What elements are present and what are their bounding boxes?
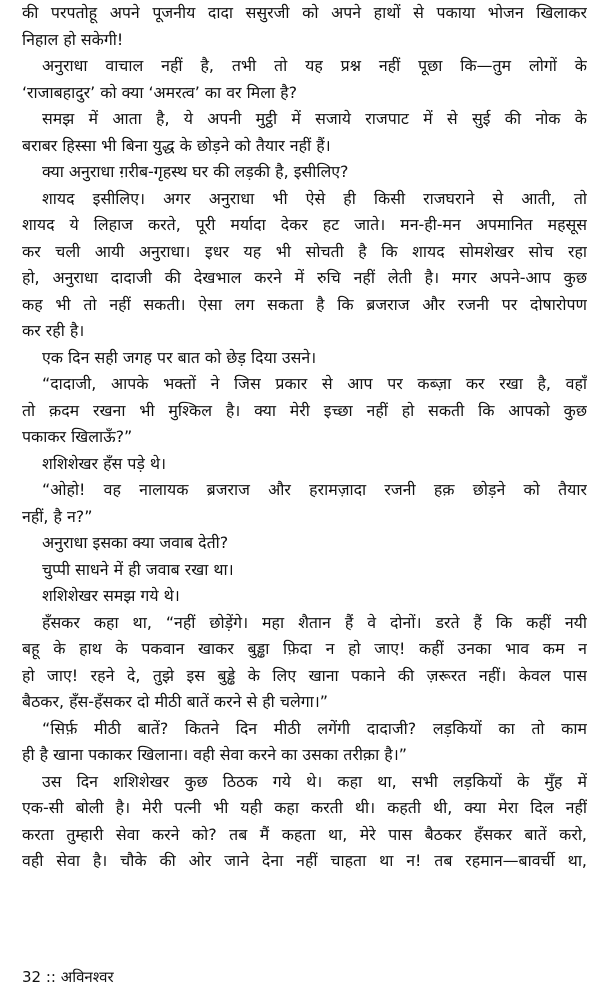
text-line: की परपतोहू अपने पूजनीय दादा ससुरजी को अपने हाथों से पकाया भोजन खिलाकर — [22, 3, 587, 22]
text-line: वही सेवा है। चौके की ओर जाने देना नहीं चाहता था न! तब रहमान—बावर्ची था, — [22, 851, 587, 870]
page-footer: 32 :: अविनश्वर — [22, 968, 114, 986]
text-line: ही है खाना पकाकर खिलाना। वही सेवा करने का उसका तरीक़ा है।” — [22, 745, 407, 764]
text-line: क्या अनुराधा ग़रीब-गृहस्थ घर की लड़की है, इसीलिए? — [42, 162, 349, 181]
text-line: हो जाए! रहने दे, तुझे इस बुड्ढे के लिए खाना पकाने की ज़रूरत नहीं। केवल पास — [22, 665, 587, 685]
text-line: शशिशेखर हँस पड़े थे। — [42, 453, 167, 473]
text-line: निहाल हो सकेगी! — [22, 29, 124, 49]
text-line: “ओहो! वह नालायक ब्रजराज और हरामज़ादा रजनी हक़ छोड़ने को तैयार — [42, 480, 587, 499]
text-line: समझ में आता है, ये अपनी मुट्ठी में सजाये राजपाट में से सुई की नोक के — [42, 109, 587, 128]
text-line: कर रही है। — [22, 321, 85, 340]
text-line: करता तुम्हारी सेवा करने को? तब मैं कहता था, मेरे पास बैठकर हँसकर बातें करो, — [22, 824, 587, 844]
text-line: शायद ये लिहाज करते, पूरी मर्यादा देकर हट जाते। मन-ही-मन अपमानित महसूस — [22, 215, 587, 234]
text-line: हो, अनुराधा दादाजी की देखभाल करने में रुचि नहीं लेती है। मगर अपने-आप कुछ — [22, 268, 587, 287]
text-line: शायद इसीलिए। अगर अनुराधा भी ऐसे ही किसी राजघराने से आती, तो — [42, 188, 587, 208]
text-line: “दादाजी, आपके भक्तों ने जिस प्रकार से आप पर कब्ज़ा कर रखा है, वहाँ — [42, 374, 587, 393]
text-line: “सिर्फ़ मीठी बातें? कितने दिन मीठी लगेंगी दादाजी? लड़कियों का तो काम — [42, 718, 587, 738]
body-text — [22, 0, 587, 875]
text-line: कह भी तो नहीं सकती। ऐसा लग सकता है कि ब्रजराज और रजनी पर दोषारोपण — [22, 294, 587, 314]
text-line: बराबर हिस्सा भी बिना युद्ध के छोड़ने को तैयार नहीं हैं। — [22, 135, 331, 155]
text-line: शशिशेखर समझ गये थे। — [42, 586, 180, 605]
text-line: उस दिन शशिशेखर कुछ ठिठक गये थे। कहा था, सभी लड़कियों के मुँह में — [42, 771, 587, 791]
text-line: कर चली आयी अनुराधा। इधर यह भी सोचती है कि शायद सोमशेखर सोच रहा — [22, 241, 587, 261]
text-line: चुप्पी साधने में ही जवाब रखा था। — [42, 559, 234, 579]
text-line: बैठकर, हँस-हँसकर दो मीठी बातें करने से ही चलेगा।” — [22, 692, 329, 711]
text-line: एक-सी बोली है। मेरी पत्नी भी यही कहा करती थी। कहती थी, क्या मेरा दिल नहीं — [22, 798, 587, 817]
text-line: तो क़दम रखना भी मुश्किल है। क्या मेरी इच्छा नहीं हो सकती कि आपको कुछ — [22, 400, 587, 420]
text-line: अनुराधा इसका क्या जवाब देती? — [42, 533, 229, 552]
text-line: हँसकर कहा था, “नहीं छोड़ेंगे। महा शैतान हैं वे दोनों। डरते हैं कि कहीं नयी — [42, 612, 587, 632]
text-line: अनुराधा वाचाल नहीं है, तभी तो यह प्रश्न नहीं पूछा कि—तुम लोगों के — [42, 56, 587, 75]
text-line: नहीं, है न?” — [22, 506, 93, 526]
text-line: बहू के हाथ के पकवान खाकर बुड्ढा फ़िदा न हो जाए! कहीं उनका भाव कम न — [22, 639, 587, 658]
text-line: पकाकर खिलाऊँ?” — [22, 427, 133, 446]
text-line: एक दिन सही जगह पर बात को छेड़ दिया उसने। — [42, 347, 317, 367]
text-line: ‘राजाबहादुर’ को क्या ‘अमरत्व’ का वर मिला है? — [22, 82, 298, 102]
